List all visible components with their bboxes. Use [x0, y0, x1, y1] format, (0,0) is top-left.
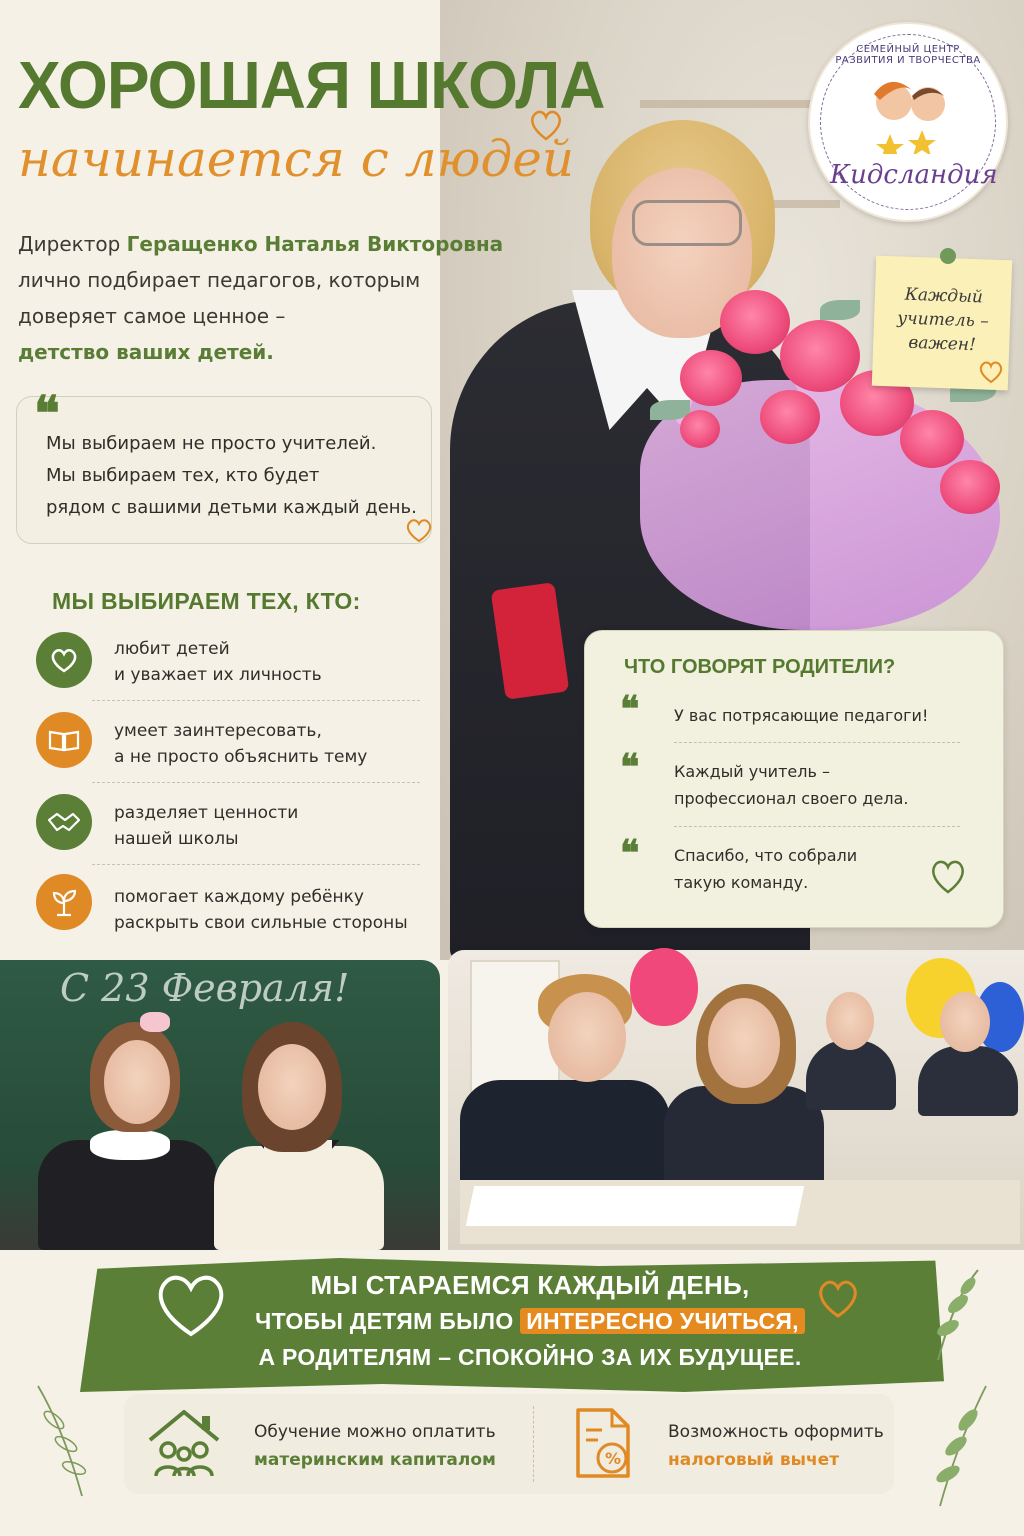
student-face — [940, 992, 990, 1052]
peony — [900, 410, 964, 468]
benefit-text — [668, 1418, 884, 1474]
leaf-sprig-icon — [920, 1380, 1000, 1510]
sprout-icon — [36, 874, 92, 930]
review-line: профессионал своего дела. — [674, 789, 909, 808]
list-item-line: нашей школы — [114, 829, 239, 849]
parent-review — [674, 702, 974, 729]
peony — [680, 350, 742, 406]
divider — [92, 864, 420, 865]
divider — [674, 742, 960, 743]
banner-line: МЫ СТАРАЕМСЯ КАЖДЫЙ ДЕНЬ, — [310, 1270, 750, 1300]
banner-line: А РОДИТЕЛЯМ – СПОКОЙНО ЗА ИХ БУДУЩЕЕ. — [258, 1344, 802, 1370]
divider — [92, 700, 420, 701]
parents-title: ЧТО ГОВОРЯТ РОДИТЕЛИ? — [624, 656, 896, 678]
quote-line: рядом с вашими детьми каждый день. — [46, 497, 417, 518]
intro-paragraph — [18, 226, 538, 370]
peony — [680, 410, 720, 448]
peony — [720, 290, 790, 354]
handshake-icon — [36, 794, 92, 850]
headline-subtitle: начинается с людей — [18, 130, 575, 188]
quote-mark-icon: ❝ — [620, 746, 640, 788]
divider — [674, 826, 960, 827]
intro-prefix: Директор — [18, 232, 127, 256]
student-face — [548, 992, 626, 1082]
selection-title: МЫ ВЫБИРАЕМ ТЕХ, КТО: — [52, 588, 361, 614]
heart-icon — [814, 1276, 862, 1320]
leaf-sprig-icon — [22, 1380, 102, 1500]
student-face — [258, 1044, 326, 1130]
student-face — [826, 992, 874, 1050]
review-line: Спасибо, что собрали — [674, 846, 858, 865]
sticky-note-text — [883, 282, 1003, 358]
student-face — [104, 1040, 170, 1124]
sticky-line: учитель – — [896, 308, 990, 332]
heart-icon — [36, 632, 92, 688]
svg-text:%: % — [605, 1449, 622, 1468]
divider — [92, 782, 420, 783]
logo-arc-text: СЕМЕЙНЫЙ ЦЕНТР РАЗВИТИЯ И ТВОРЧЕСТВА — [835, 44, 981, 66]
list-item-line: любит детей — [114, 639, 230, 659]
logo-name: Кидсландия — [830, 160, 998, 190]
peony — [940, 460, 1000, 514]
quote-line: Мы выбираем не просто учителей. — [46, 433, 377, 454]
list-item — [114, 884, 434, 936]
balloon — [630, 948, 698, 1026]
heart-icon — [404, 516, 434, 544]
review-line: Каждый учитель – — [674, 762, 830, 781]
review-line: У вас потрясающие педагоги! — [674, 706, 929, 725]
quote-mark-icon: ❝ — [620, 832, 640, 874]
list-item-line: помогает каждому ребёнку — [114, 887, 364, 907]
student-face — [708, 998, 780, 1088]
heart-icon — [978, 360, 1004, 384]
list-item-line: разделяет ценности — [114, 803, 299, 823]
list-item — [114, 800, 434, 852]
tax-document-icon — [572, 1406, 634, 1480]
benefit-emphasis: налоговый вычет — [668, 1450, 840, 1470]
intro-emphasis: детство ваших детей. — [18, 340, 274, 364]
leaf-sprig-icon — [928, 1264, 988, 1364]
list-item — [114, 718, 434, 770]
open-book — [466, 1186, 805, 1226]
book-icon — [36, 712, 92, 768]
quote-mark-icon: ❝ — [620, 688, 640, 730]
quote-line: Мы выбираем тех, кто будет — [46, 465, 320, 486]
headline-title: ХОРОШАЯ ШКОЛА — [18, 47, 605, 123]
review-line: такую команду. — [674, 873, 809, 892]
benefit-line: Возможность оформить — [668, 1422, 884, 1442]
list-item — [114, 636, 434, 688]
glasses-icon — [632, 200, 742, 246]
heart-icon — [928, 856, 968, 896]
banner-text: ЧТОБЫ ДЕТЯМ БЫЛО — [255, 1308, 521, 1334]
sticky-line: важен! — [908, 332, 977, 356]
kids-logo-icon — [860, 64, 960, 154]
benefit-line: Обучение можно оплатить — [254, 1422, 496, 1442]
leaf — [820, 300, 860, 320]
list-item-line: и уважает их личность — [114, 665, 322, 685]
quote-mark-icon: ❝ — [34, 386, 60, 442]
intro-text: лично подбирает педагогов, которым доверяет самое ценное – — [18, 268, 421, 328]
pin-icon — [940, 248, 956, 264]
sticky-line: Каждый — [904, 284, 984, 308]
list-item-line: а не просто объяснить тему — [114, 747, 368, 767]
banner-line — [170, 1308, 890, 1335]
bow-icon — [140, 1012, 170, 1032]
student-figure — [806, 1040, 896, 1110]
director-name: Геращенко Наталья Викторовна — [126, 232, 504, 256]
list-item-line: раскрыть свои сильные стороны — [114, 913, 408, 933]
peony — [760, 390, 820, 444]
divider — [533, 1406, 534, 1482]
student-figure — [918, 1046, 1018, 1116]
quote-text — [46, 428, 426, 524]
family-house-icon — [146, 1408, 222, 1480]
chalkboard-text: С 23 Февраля! — [60, 966, 350, 1010]
benefit-text — [254, 1418, 496, 1474]
banner-highlight: ИНТЕРЕСНО УЧИТЬСЯ, — [520, 1308, 805, 1334]
benefit-emphasis: материнским капиталом — [254, 1450, 496, 1470]
list-item-line: умеет заинтересовать, — [114, 721, 322, 741]
parent-review — [674, 758, 974, 812]
heart-icon — [528, 108, 564, 142]
collar — [90, 1130, 170, 1160]
